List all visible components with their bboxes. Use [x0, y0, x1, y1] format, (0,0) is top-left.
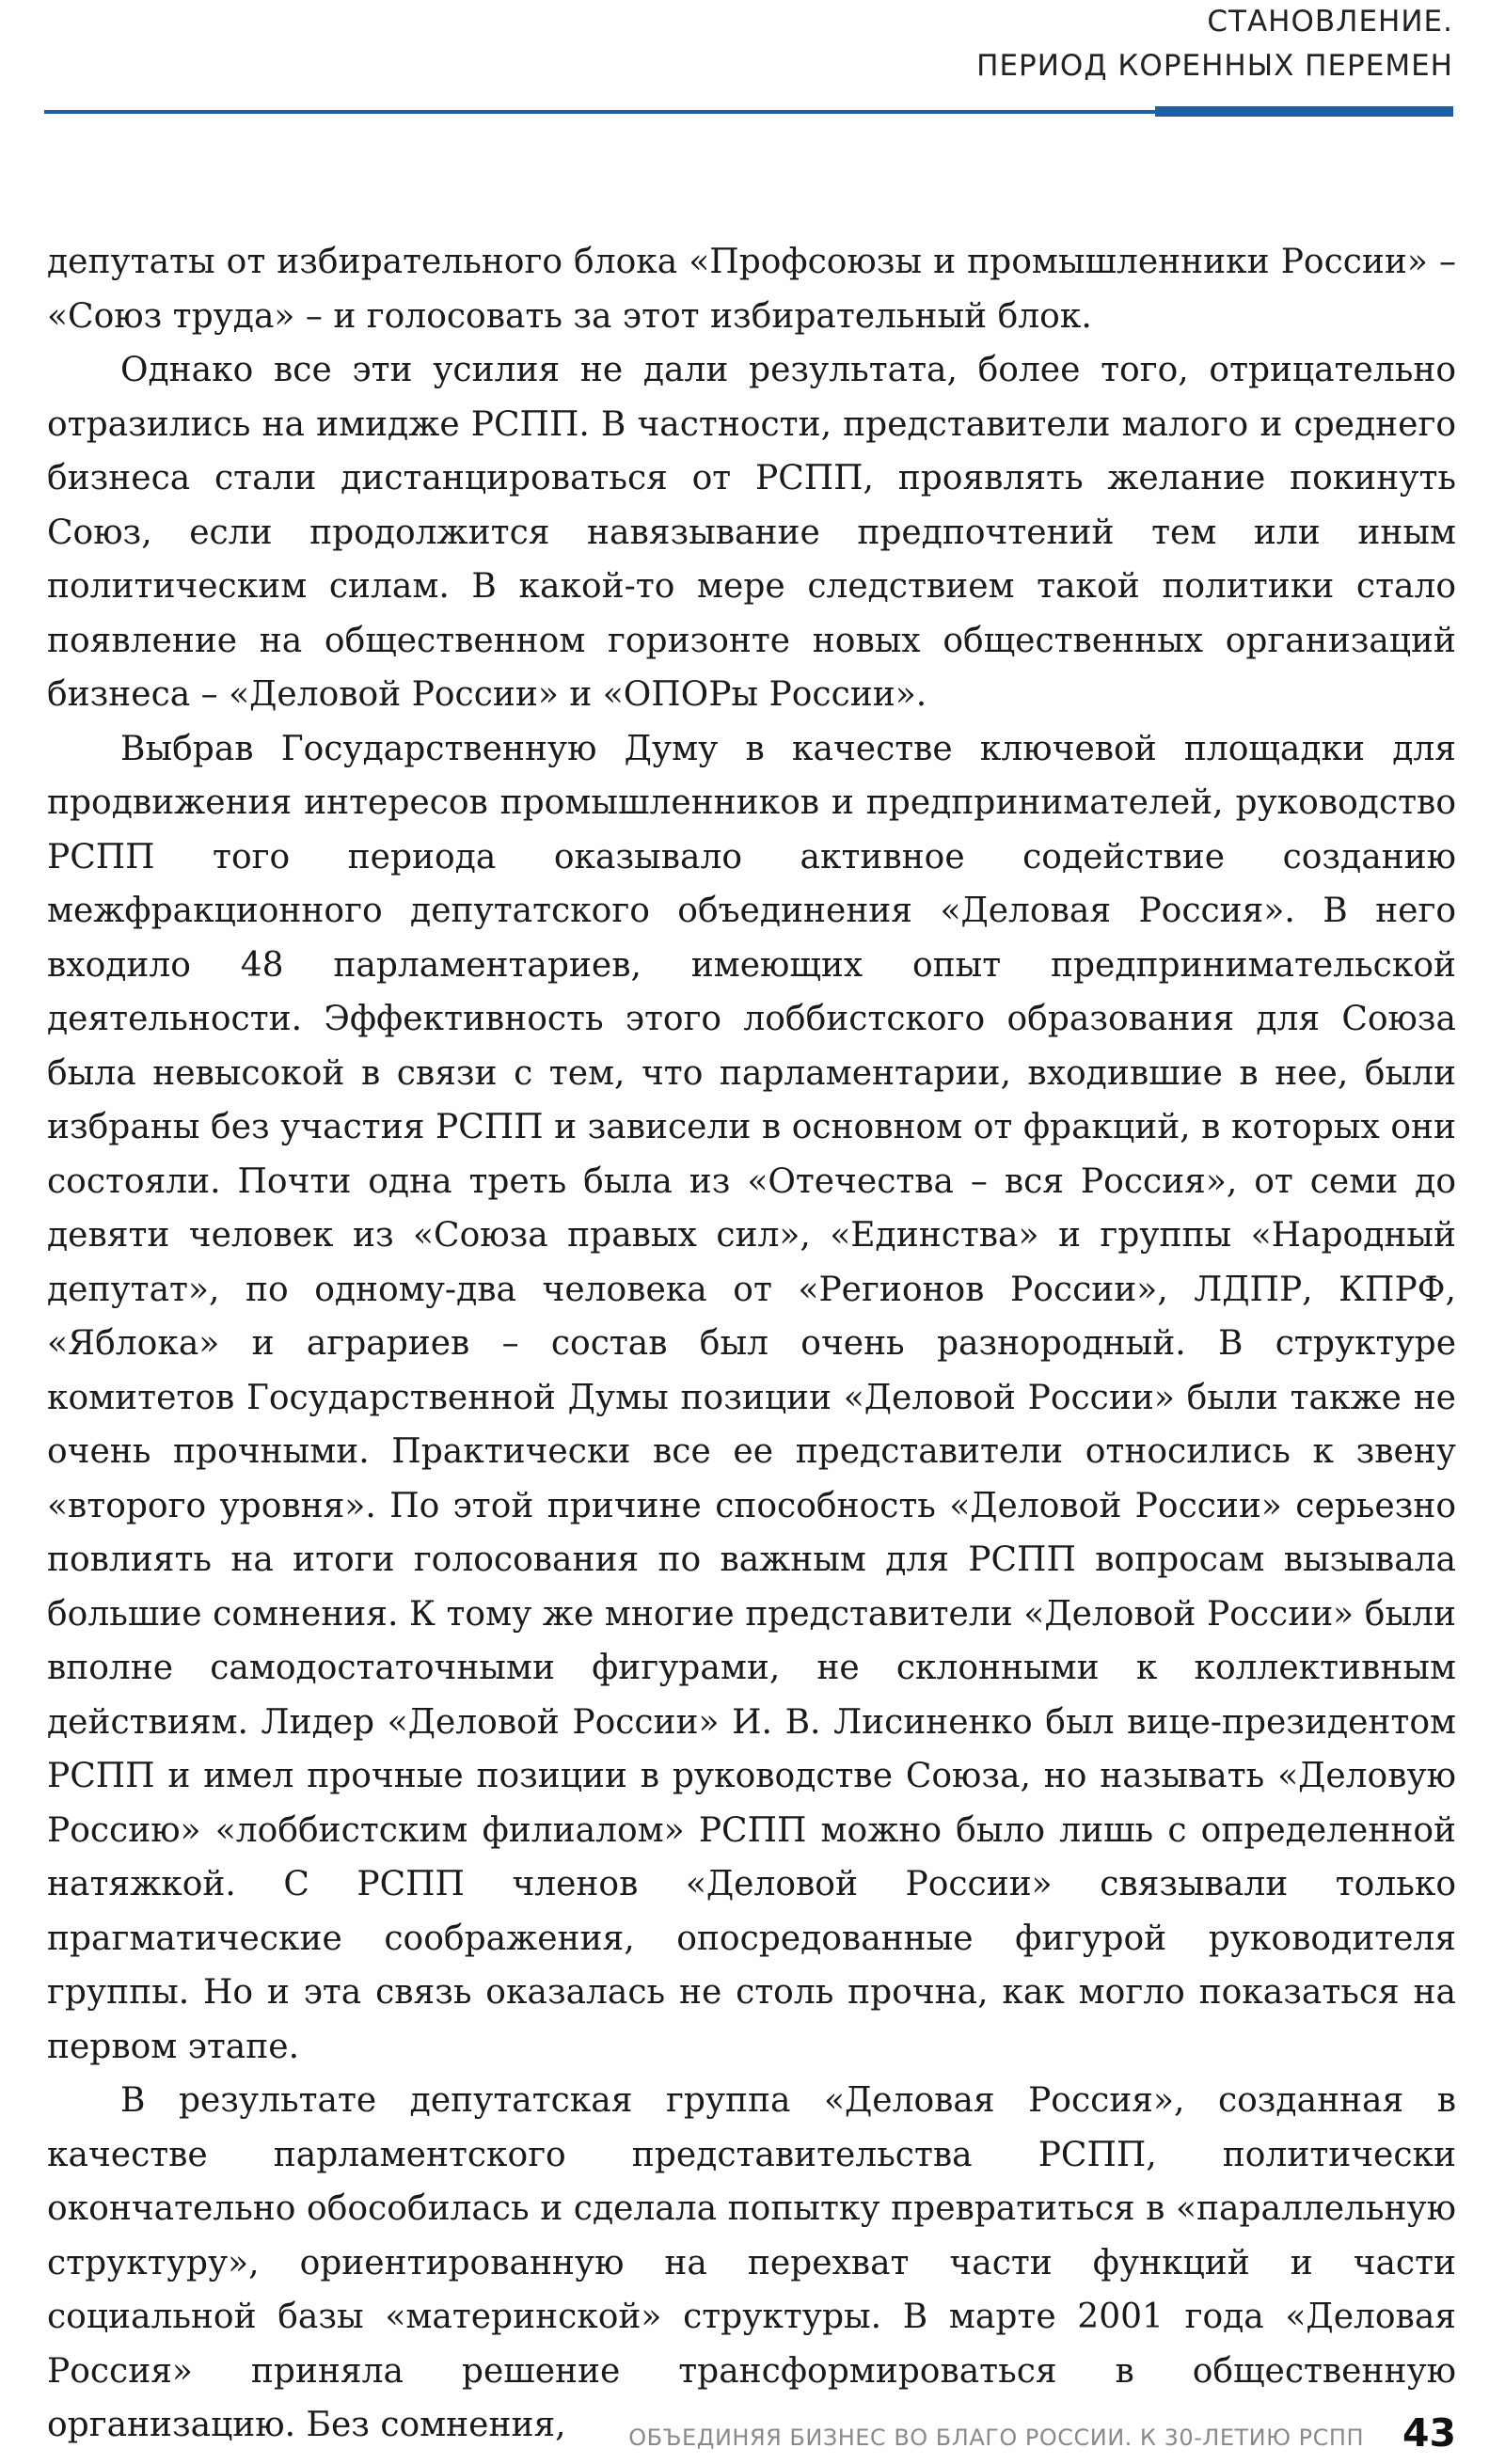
- header-rule-accent: [1155, 106, 1453, 117]
- paragraph: Выбрав Государственную Думу в качестве ключевой площадки для продвижения интересов промышленников и предпринимателей, руководство РСПП того периода оказывало активное содействие созданию межфракционного депутатского объединения «Деловая Россия». В него входило 48 парламентариев, имеющих опыт предпринимательской деятельности. Эффективность этого лоббистского образования для Союза была невысокой в связи с тем, что парламентарии, входившие в нее, были избраны без участия РСПП и зависели в основном от фракций, в которых они состояли. Почти одна треть была из «Отечества – вся Россия», от семи до девяти человек из «Союза правых сил», «Единства» и группы «Народный депутат», по одному-два человека от «Регионов России», ЛДПР, КПРФ, «Яблока» и аграриев – состав был очень разнородный. В структуре комитетов Государственной Думы позиции «Деловой России» были также не очень прочными. Практически все ее представители относились к звену «второго уровня». По этой причине способность «Деловой России» серьезно повлиять на итоги голосования по важным для РСПП вопросам вызывала большие сомнения. К тому же многие представители «Деловой России» были вполне самодостаточными фигурами, не склонными к коллективным действиям. Лидер «Деловой России» И. В. Лисиненко был вице-президентом РСПП и имел прочные позиции в руководстве Союза, но называть «Деловую Россию» «лоббистским филиалом» РСПП можно было лишь с определенной натяжкой. С РСПП членов «Деловой России» связывали только прагматические соображения, опосредованные фигурой руководителя группы. Но и эта связь оказалась не столь прочна, как могло показаться на первом этапе.: [47, 729, 1456, 2066]
- running-header: [976, 0, 1453, 88]
- section-title-line-2: ПЕРИОД КОРЕННЫХ ПЕРЕМЕН: [976, 49, 1453, 83]
- paragraph: В результате депутатская группа «Деловая Россия», созданная в качестве парламентского представительства РСПП, политически окончательно обособилась и сделала попытку превратиться в «параллельную структуру», ориентированную на перехват части функций и части социальной базы «материнской» структуры. В марте 2001 года «Деловая Россия» приняла решение трансформироваться в общественную организацию. Без сомнения,: [47, 2081, 1456, 2444]
- page-number: 43: [1402, 2410, 1456, 2456]
- section-title-line-1: СТАНОВЛЕНИЕ.: [1207, 5, 1453, 39]
- body-text: [47, 235, 1456, 2453]
- paragraph-continued: депутаты от избирательного блока «Профсоюзы и промышленники России» – «Союз труда» – и голосовать за этот избирательный блок.: [47, 243, 1456, 336]
- paragraph: Однако все эти усилия не дали результата, более того, отрицательно отразились на имидже РСПП. В частности, представители малого и среднего бизнеса стали дистанцироваться от РСПП, проявлять желание покинуть Союз, если продолжится навязывание предпочтений тем или иным политическим силам. В какой-то мере следствием такой политики стало появление на общественном горизонте новых общественных организаций бизнеса – «Деловой России» и «ОПОРы России».: [47, 351, 1456, 714]
- footer-book-title: ОБЪЕДИНЯЯ БИЗНЕС ВО БЛАГО РОССИИ. К 30-ЛЕТИЮ РСПП: [628, 2425, 1364, 2451]
